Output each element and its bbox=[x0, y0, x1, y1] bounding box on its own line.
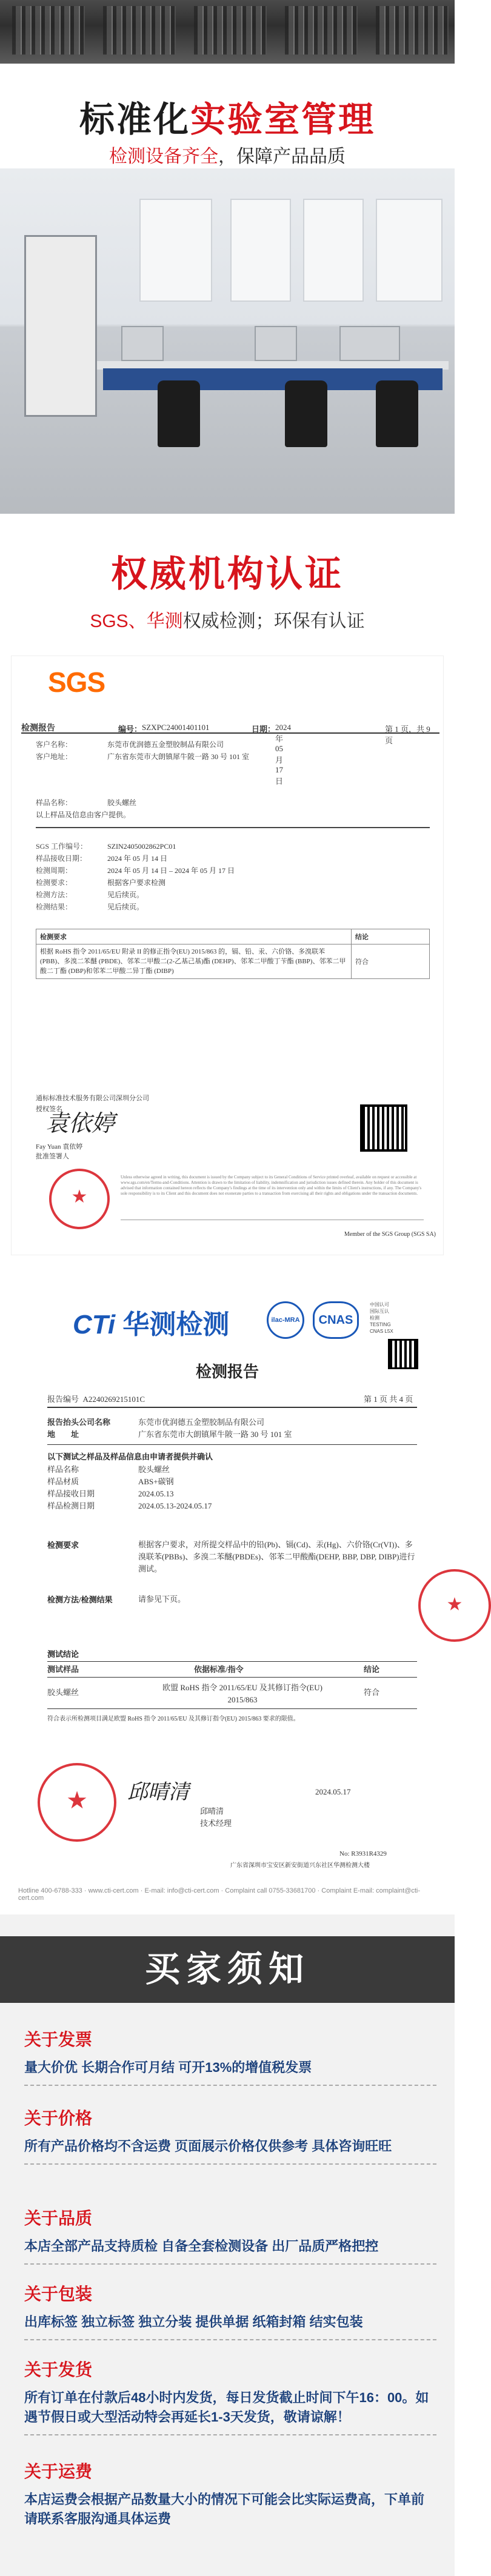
cert-subtitle-rest: 权威检测；环保有认证 bbox=[182, 611, 365, 631]
notice-invoice bbox=[24, 2027, 436, 2086]
sgs-field-1: 样品接收日期： 2024 年 05 月 14 日 bbox=[36, 854, 168, 863]
cert-title: 权威机构认证 bbox=[111, 554, 344, 594]
cti-sample-row: 样品检测日期 2024.05.13-2024.05.17 bbox=[47, 1501, 212, 1510]
cti-row-sample: 胶头螺丝 bbox=[47, 1688, 79, 1697]
sgs-field-5: 检测结果： 见后续页。 bbox=[36, 903, 144, 911]
notice-title: 关于发票 bbox=[24, 2030, 93, 2049]
sgs-report-title: 检测报告 bbox=[21, 724, 55, 733]
cti-signer-name: 邱晴清 bbox=[200, 1807, 224, 1816]
table-cell: 根据 RoHS 指令 2011/65/EU 附录 II 的修正指令(EU) 2015/863 的，镉、铅、汞、六价铬、多溴联苯 (PBB)、多溴二苯醚 (PBDE)、邻苯二甲酸二(2-乙基己基)酯 (DEHP)、邻苯二甲酸丁苄酯 (BBP)、邻苯二甲酸二丁酯 (DBP)和邻苯二甲酸二异丁酯 (DIBP) bbox=[36, 944, 352, 979]
cti-report-page: 第 1 页 共 4 页 bbox=[364, 1395, 413, 1404]
notice-body: 所有产品价格均不含运费 页面展示价格仅供参考 具体咨询旺旺 bbox=[24, 2139, 392, 2154]
notice-packaging bbox=[24, 2281, 436, 2340]
notice-body: 本店运费会根据产品数量大小的情况下可能会比实际运费高，下单前请联系客服沟通具体运费 bbox=[24, 2492, 425, 2526]
sgs-address-row: 客户地址： 广东省东莞市大朗镇犀牛陂一路 30 号 101 室 bbox=[36, 752, 250, 761]
table-header-cell: 检测要求 bbox=[36, 929, 352, 944]
sgs-qr-code bbox=[360, 1104, 407, 1152]
sgs-field-3: 检测要求： 根据客户要求检测 bbox=[36, 878, 166, 887]
hero-subtitle-rest: 保障产品品质 bbox=[236, 147, 346, 167]
hero-title-black: 标准化 bbox=[79, 100, 190, 139]
sgs-sample-note: 以上样品及信息由客户提供。 bbox=[36, 811, 131, 819]
sgs-field-0: SGS 工作编号： SZIN2405002862PC01 bbox=[36, 842, 176, 851]
notice-title: 关于运费 bbox=[24, 2462, 93, 2481]
cti-report-title: 检测报告 bbox=[195, 1363, 259, 1381]
notice-freight bbox=[24, 2458, 436, 2529]
cti-method: 请参见下页。 bbox=[138, 1595, 186, 1604]
sgs-company: 通标标准技术服务有限公司深圳分公司 bbox=[36, 1095, 149, 1102]
sgs-result-table bbox=[36, 929, 430, 979]
cert-subtitle bbox=[0, 606, 455, 632]
cti-footer-contacts: Hotline 400-6788-333 · www.cti-cert.com · E-mail: info@cti-cert.com · Complaint call 0755-33681700 · Complaint E-mail: complaint@cti-cert.com bbox=[18, 1887, 421, 1902]
notice-body: 出库标签 独立标签 独立分装 提供单据 纸箱封箱 结实包装 bbox=[24, 2314, 363, 2329]
cti-sign-date: 2024.05.17 bbox=[315, 1787, 351, 1796]
lab-top-photo bbox=[0, 0, 455, 64]
sgs-report bbox=[11, 656, 444, 1255]
cti-company-address: 广东省深圳市宝安区新安街道兴东社区华测检测大楼 bbox=[230, 1862, 370, 1869]
buyer-notice-title: 买家须知 bbox=[0, 1936, 455, 2003]
cti-logo-en: CTi bbox=[73, 1310, 116, 1339]
cti-report-serial: No: R3931R4329 bbox=[339, 1850, 387, 1857]
sgs-field-4: 检测方法： 见后续页。 bbox=[36, 891, 144, 899]
cti-col-standard: 依据标准/指令 bbox=[194, 1665, 244, 1674]
cti-method-label: 检测方法/检测结果 bbox=[47, 1595, 113, 1604]
notice-price bbox=[24, 2105, 436, 2165]
cti-address-row: 地 址 广东省东莞市大朗镇犀牛陂一路 30 号 101 室 bbox=[47, 1430, 292, 1439]
cti-logo bbox=[73, 1303, 229, 1341]
sgs-report-date: 日期： 2024 年 05 月 17 日 bbox=[252, 723, 292, 786]
sgs-fine-print: Unless otherwise agreed in writing, this document is issued by the Company subject to its General Conditions of Service printed overleaf, available on request or accessible at www.sgs.com/en/Terms-and-Conditions. Attention is drawn to the limitation of liability, indemnification and jurisdiction issues defined therein. Any holder of this document is advised that information contained hereon reflects the Company's findings at the time of its intervention only and within the limits of Client's instructions, if any. The Company's sole responsibility is to its Client and this document does not exonerate parties to a transaction from exercising all their rights and obligations under the transaction documents. bbox=[121, 1175, 422, 1196]
cti-row-standard: 欧盟 RoHS 指令 2011/65/EU 及其修订指令(EU) 2015/863 bbox=[162, 1683, 322, 1704]
cnas-accreditation-text: 中国认可 国际互认 检测 TESTING CNAS L5X bbox=[370, 1302, 393, 1334]
notice-body: 所有订单在付款后48小时内发货，每日发货截止时间下午16：00。如遇节假日或大型活动特会再延长1-3天发货，敬请谅解！ bbox=[24, 2390, 429, 2425]
sgs-sample-name-row: 样品名称： 胶头螺丝 bbox=[36, 798, 137, 807]
cnas-badge: CNAS bbox=[313, 1301, 359, 1339]
table-cell: 符合 bbox=[352, 944, 430, 979]
notice-title: 关于发货 bbox=[24, 2360, 93, 2379]
cti-conclusion-title: 测试结论 bbox=[47, 1650, 79, 1659]
cti-note: 符合表示所检测项目满足欧盟 RoHS 指令 2011/65/EU 及其修订指令(EU) 2015/863 要求的限值。 bbox=[47, 1716, 299, 1722]
cti-sample-row: 样品材质 ABS+碳钢 bbox=[47, 1477, 174, 1486]
cti-col-sample: 测试样品 bbox=[47, 1665, 79, 1674]
cti-sample-row: 样品名称 胶头螺丝 bbox=[47, 1465, 170, 1474]
cti-test-req-label: 检测要求 bbox=[47, 1541, 79, 1550]
sgs-report-no: 编号： SZXPC24001401101 bbox=[118, 723, 210, 734]
ilac-mra-badge: ilac-MRA bbox=[267, 1301, 304, 1339]
notice-title: 关于包装 bbox=[24, 2285, 93, 2303]
sgs-client-row: 客户名称： 东莞市优润德五金塑胶制品有限公司 bbox=[36, 740, 224, 749]
sgs-field-2: 检测周期： 2024 年 05 月 14 日 – 2024 年 05 月 17 日 bbox=[36, 866, 235, 875]
cti-sample-row: 样品接收日期 2024.05.13 bbox=[47, 1489, 174, 1498]
cti-red-seal: ★ bbox=[38, 1763, 116, 1842]
hero-subtitle: 检测设备齐全，保障产品品质 bbox=[109, 147, 346, 167]
notice-body: 本店全部产品支持质检 自备全套检测设备 出厂品质严格把控 bbox=[24, 2239, 379, 2254]
cti-edge-seal: ★ bbox=[418, 1569, 491, 1642]
cti-company-row: 报告抬头公司名称 东莞市优润德五金塑胶制品有限公司 bbox=[47, 1418, 265, 1427]
hero-subtitle-red: 检测设备齐全 bbox=[109, 147, 218, 167]
sgs-signature: 袁依婷 bbox=[45, 1110, 115, 1137]
sgs-signer-name: Fay Yuan 袁依婷 bbox=[36, 1143, 83, 1150]
notice-body: 量大价优 长期合作可月结 可开13%的增值税发票 bbox=[24, 2060, 312, 2075]
sgs-member-note: Member of the SGS Group (SGS SA) bbox=[344, 1231, 436, 1238]
lab-photo bbox=[0, 168, 455, 514]
cti-logo-cn: 华测检测 bbox=[122, 1310, 230, 1339]
sgs-report-page: 第 1 页，共 9 页 bbox=[385, 725, 430, 745]
cti-signer-title: 技术经理 bbox=[200, 1819, 232, 1828]
table-header-cell: 结论 bbox=[352, 929, 430, 944]
cert-subtitle-red: SGS、华测 bbox=[90, 611, 183, 631]
cti-test-req: 根据客户要求，对所提交样品中的铅(Pb)、镉(Cd)、汞(Hg)、六价铬(Cr(VI))、多溴联苯(PBBs)、多溴二苯醚(PBDEs)、邻苯二甲酸酯(DEHP, BBP, DBP, DIBP)进行测试。 bbox=[138, 1540, 415, 1573]
hero-title bbox=[0, 91, 455, 142]
table-row bbox=[36, 944, 430, 979]
cti-col-result: 结论 bbox=[364, 1665, 380, 1674]
table-header-row bbox=[36, 929, 430, 944]
sgs-signer-title: 批准签署人 bbox=[36, 1153, 69, 1160]
sgs-logo: SGS bbox=[48, 666, 105, 698]
cti-row-result: 符合 bbox=[364, 1688, 380, 1697]
notice-shipping bbox=[24, 2357, 436, 2435]
notice-title: 关于品质 bbox=[24, 2209, 93, 2228]
sgs-company-sub: 授权签名 bbox=[36, 1106, 62, 1113]
notice-quality bbox=[24, 2205, 436, 2265]
cti-section-sample-info: 以下测试之样品及样品信息由申请者提供并确认 bbox=[47, 1452, 213, 1461]
cti-signature: 邱晴清 bbox=[127, 1780, 189, 1804]
sgs-red-seal: ★ bbox=[49, 1169, 110, 1229]
notice-title: 关于价格 bbox=[24, 2109, 93, 2128]
hero-title-red: 实验室管理 bbox=[190, 100, 376, 139]
cti-report-no-row: 报告编号 A2240269215101C bbox=[47, 1395, 145, 1404]
